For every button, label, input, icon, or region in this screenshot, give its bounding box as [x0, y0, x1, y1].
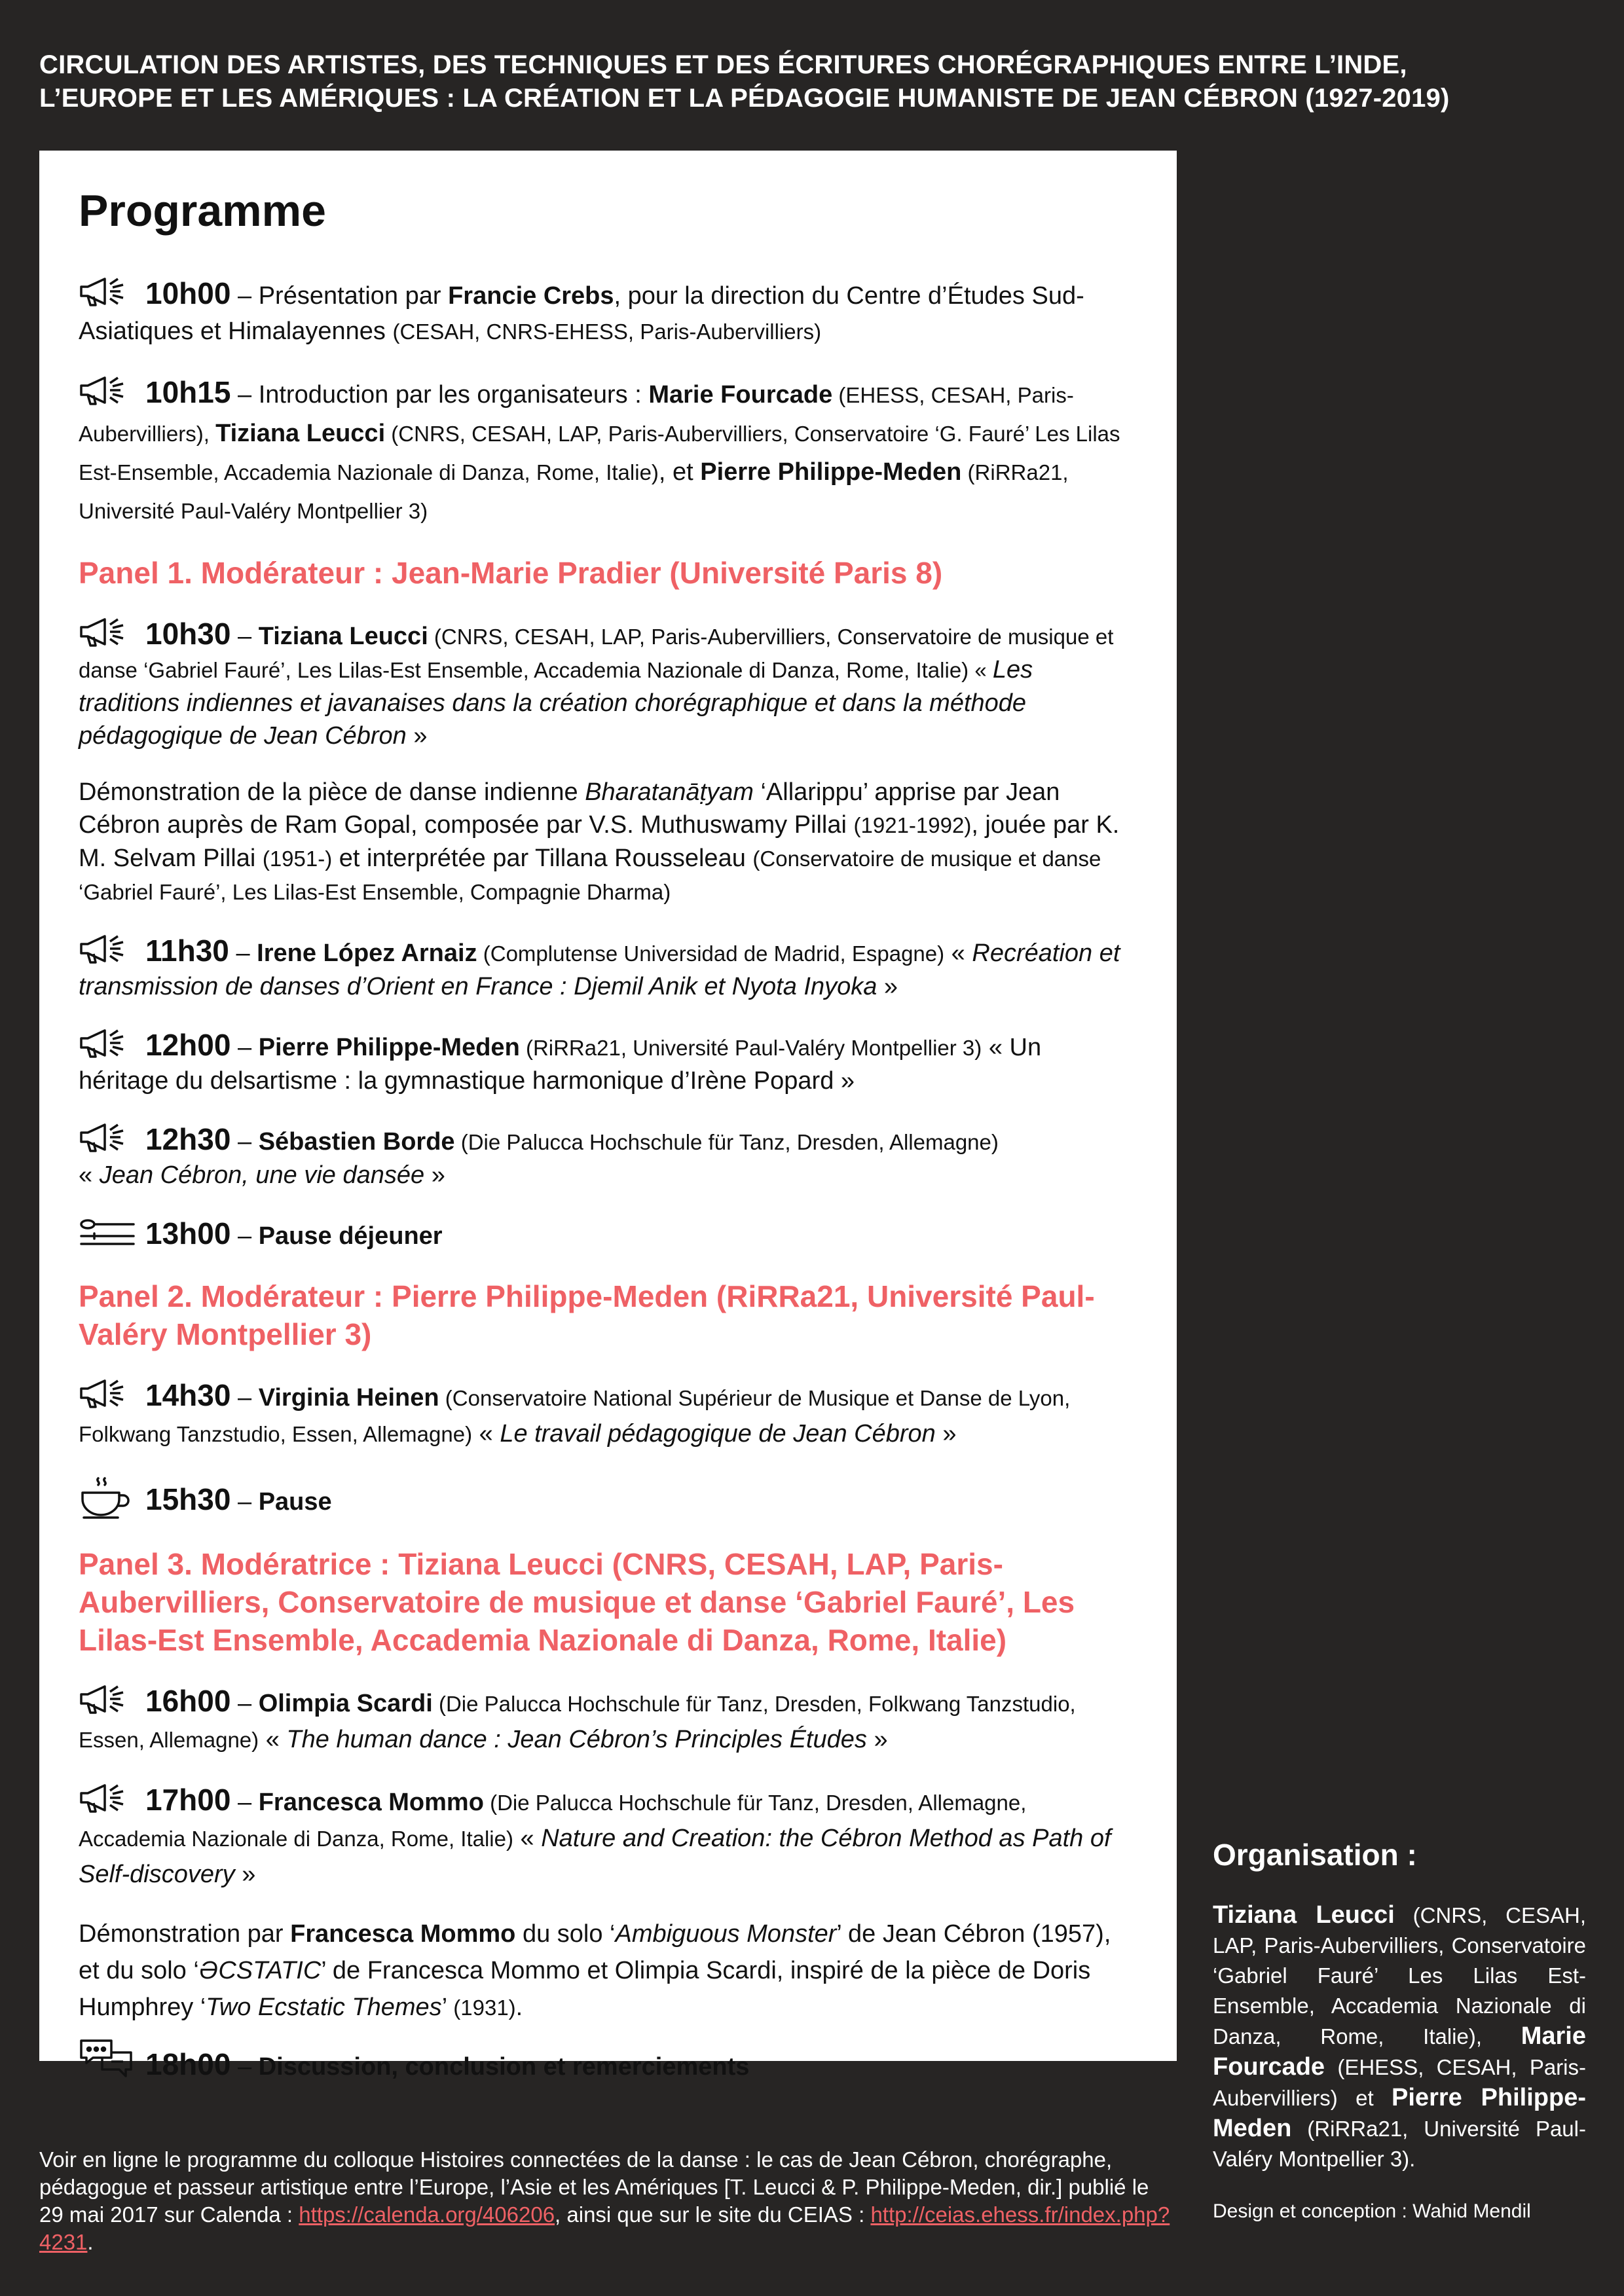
schedule-item-1300: 13h00 – Pause déjeuner — [79, 1215, 1137, 1254]
header-line-2: L’EUROPE ET LES AMÉRIQUES : LA CRÉATION ET LA PÉDAGOGIE HUMANISTE DE JEAN CÉBRON (1927-2019) — [39, 84, 1450, 113]
schedule-item-1030: 10h30 – Tiziana Leucci (CNRS, CESAH, LAP, Paris-Aubervilliers, Conservatoire de musique et danse ‘Gabriel Fauré’, Les Lilas-Est Ensemble, Accademia Nazionale di Danza, Rome, Italie) « Les traditions indiennes et javanaises dans la création chorégraphique et dans la méthode pédagogique de Jean Cébron » — [79, 617, 1114, 750]
design-credit: Design et conception : Wahid Mendil — [1213, 2200, 1531, 2222]
chat-bubbles-icon — [79, 2038, 136, 2084]
schedule-item-1200: 12h00 – Pierre Philippe-Meden (RiRRa21, Université Paul-Valéry Montpellier 3) « Un héritage du delsartisme : la gymnastique harmonique d’Irène Popard » — [79, 1028, 1042, 1095]
demonstration-bharatanatyam: Démonstration de la pièce de danse indienne Bharatanāṭyam ‘Allarippu’ apprise par Jean Cébron auprès de Ram Gopal, composée par V.S. Muthuswamy Pillai (1921-1992), jouée par K. M. Selvam Pillai (1951-) et interprétée par Tillana Rousseleau (Conservatoire de musique et danse ‘Gabriel Fauré’, Les Lilas-Est Ensemble, Compagnie Dharma) — [79, 778, 1120, 904]
programme-title: Programme — [79, 186, 326, 236]
megaphone-icon — [79, 1027, 136, 1061]
cutlery-icon — [79, 1215, 136, 1249]
megaphone-icon — [79, 932, 136, 966]
megaphone-icon — [79, 275, 136, 309]
megaphone-icon — [79, 1121, 136, 1155]
header-line-1: CIRCULATION DES ARTISTES, DES TECHNIQUES ET DES ÉCRITURES CHORÉGRAPHIQUES ENTRE L’INDE, — [39, 50, 1407, 79]
demonstration-solos: Démonstration par Francesca Mommo du solo ‘Ambiguous Monster’ de Jean Cébron (1957), et du solo ‘ƏCSTATIC’ de Francesca Mommo et Olimpia Scardi, inspiré de la pièce de Doris Humphrey ‘Two Ecstatic Themes’ (1931). — [79, 1920, 1111, 2021]
coffee-cup-icon — [79, 1476, 136, 1522]
online-programme-note: Voir en ligne le programme du colloque Histoires connectées de la danse : le cas de Jean Cébron, chorégraphe, pédagogue et passeur artistique entre l’Europe, l’Asie et les Amériques [T. Leucci & P. Philippe-Meden, dir.] publié le 29 mai 2017 sur Calenda : https://calenda.org/406206, ainsi que sur le site du CEIAS : http://ceias.ehess.fr/index.php?4231. — [39, 2147, 1170, 2254]
schedule-item-1000: 10h00 – Présentation par Francie Crebs, pour la direction du Centre d’Études Sud-Asiatiques et Himalayennes (CESAH, CNRS-EHESS, Paris-Aubervilliers) — [79, 276, 1084, 345]
schedule-item-1700: 17h00 – Francesca Mommo (Die Palucca Hochschule für Tanz, Dresden, Allemagne, Accademia Nazionale di Danza, Rome, Italie) « Nature and Creation: the Cébron Method as Path of Self-discovery » — [79, 1783, 1111, 1888]
panel-2-heading: Panel 2. Modérateur : Pierre Philippe-Meden (RiRRa21, Université Paul-Valéry Montpellier 3) — [79, 1279, 1095, 1351]
megaphone-icon — [79, 1683, 136, 1717]
megaphone-icon — [79, 1377, 136, 1411]
programme-panel — [39, 151, 1177, 2081]
megaphone-icon — [79, 615, 136, 649]
organisation-block — [1213, 1837, 1586, 2223]
page-header-title — [39, 48, 1585, 115]
megaphone-icon — [79, 374, 136, 408]
organisation-title: Organisation : — [1213, 1838, 1417, 1872]
organisation-text: Tiziana Leucci (CNRS, CESAH, LAP, Paris-Aubervilliers, Conservatoire ‘Gabriel Fauré’ Les Lilas Est-Ensemble, Accademia Nazionale di Danza, Rome, Italie), Marie Fourcade (EHESS, CESAH, Paris-Aubervilliers) et Pierre Philippe-Meden (RiRRa21, Université Paul-Valéry Montpellier 3). — [1213, 1901, 1587, 2171]
schedule-item-1015: 10h15 – Introduction par les organisateurs : Marie Fourcade (EHESS, CESAH, Paris-Aubervilliers), Tiziana Leucci (CNRS, CESAH, LAP, Paris-Aubervilliers, Conservatoire ‘G. Fauré’ Les Lilas Est-Ensemble, Accademia Nazionale di Danza, Rome, Italie), et Pierre Philippe-Meden (RiRRa21, Université Paul-Valéry Montpellier 3) — [79, 375, 1120, 523]
schedule-item-1130: 11h30 – Irene López Arnaiz (Complutense Universidad de Madrid, Espagne) « Recréation et transmission de danses d’Orient en France : Djemil Anik et Nyota Inyoka » — [79, 934, 1120, 1000]
panel-3-heading: Panel 3. Modératrice : Tiziana Leucci (CNRS, CESAH, LAP, Paris-Aubervilliers, Conservatoire de musique et danse ‘Gabriel Fauré’, Les Lilas-Est Ensemble, Accademia Nazionale di Danza, Rome, Italie) — [79, 1547, 1075, 1657]
schedule-item-1600: 16h00 – Olimpia Scardi (Die Palucca Hochschule für Tanz, Dresden, Folkwang Tanzstudio, Essen, Allemagne) « The human dance : Jean Cébron’s Principles Études » — [79, 1684, 1076, 1753]
ceias-link[interactable]: http://ceias.ehess.fr/index.php?4231 — [39, 2202, 1170, 2254]
schedule-item-1430: 14h30 – Virginia Heinen (Conservatoire National Supérieur de Musique et Danse de Lyon, Folkwang Tanzstudio, Essen, Allemagne) « Le travail pédagogique de Jean Cébron » — [79, 1378, 1071, 1448]
panel-1-heading: Panel 1. Modérateur : Jean-Marie Pradier (Université Paris 8) — [79, 556, 943, 590]
calenda-link[interactable]: https://calenda.org/406206 — [299, 2202, 555, 2227]
megaphone-icon — [79, 1781, 136, 1815]
schedule-item-1800: 18h00 – Discussion, conclusion et remerciements — [79, 2038, 1137, 2085]
schedule-item-1230: 12h30 – Sébastien Borde (Die Palucca Hochschule für Tanz, Dresden, Allemagne) « Jean Cébron, une vie dansée » — [79, 1122, 999, 1189]
schedule-item-1530: 15h30 – Pause — [79, 1476, 1137, 1522]
